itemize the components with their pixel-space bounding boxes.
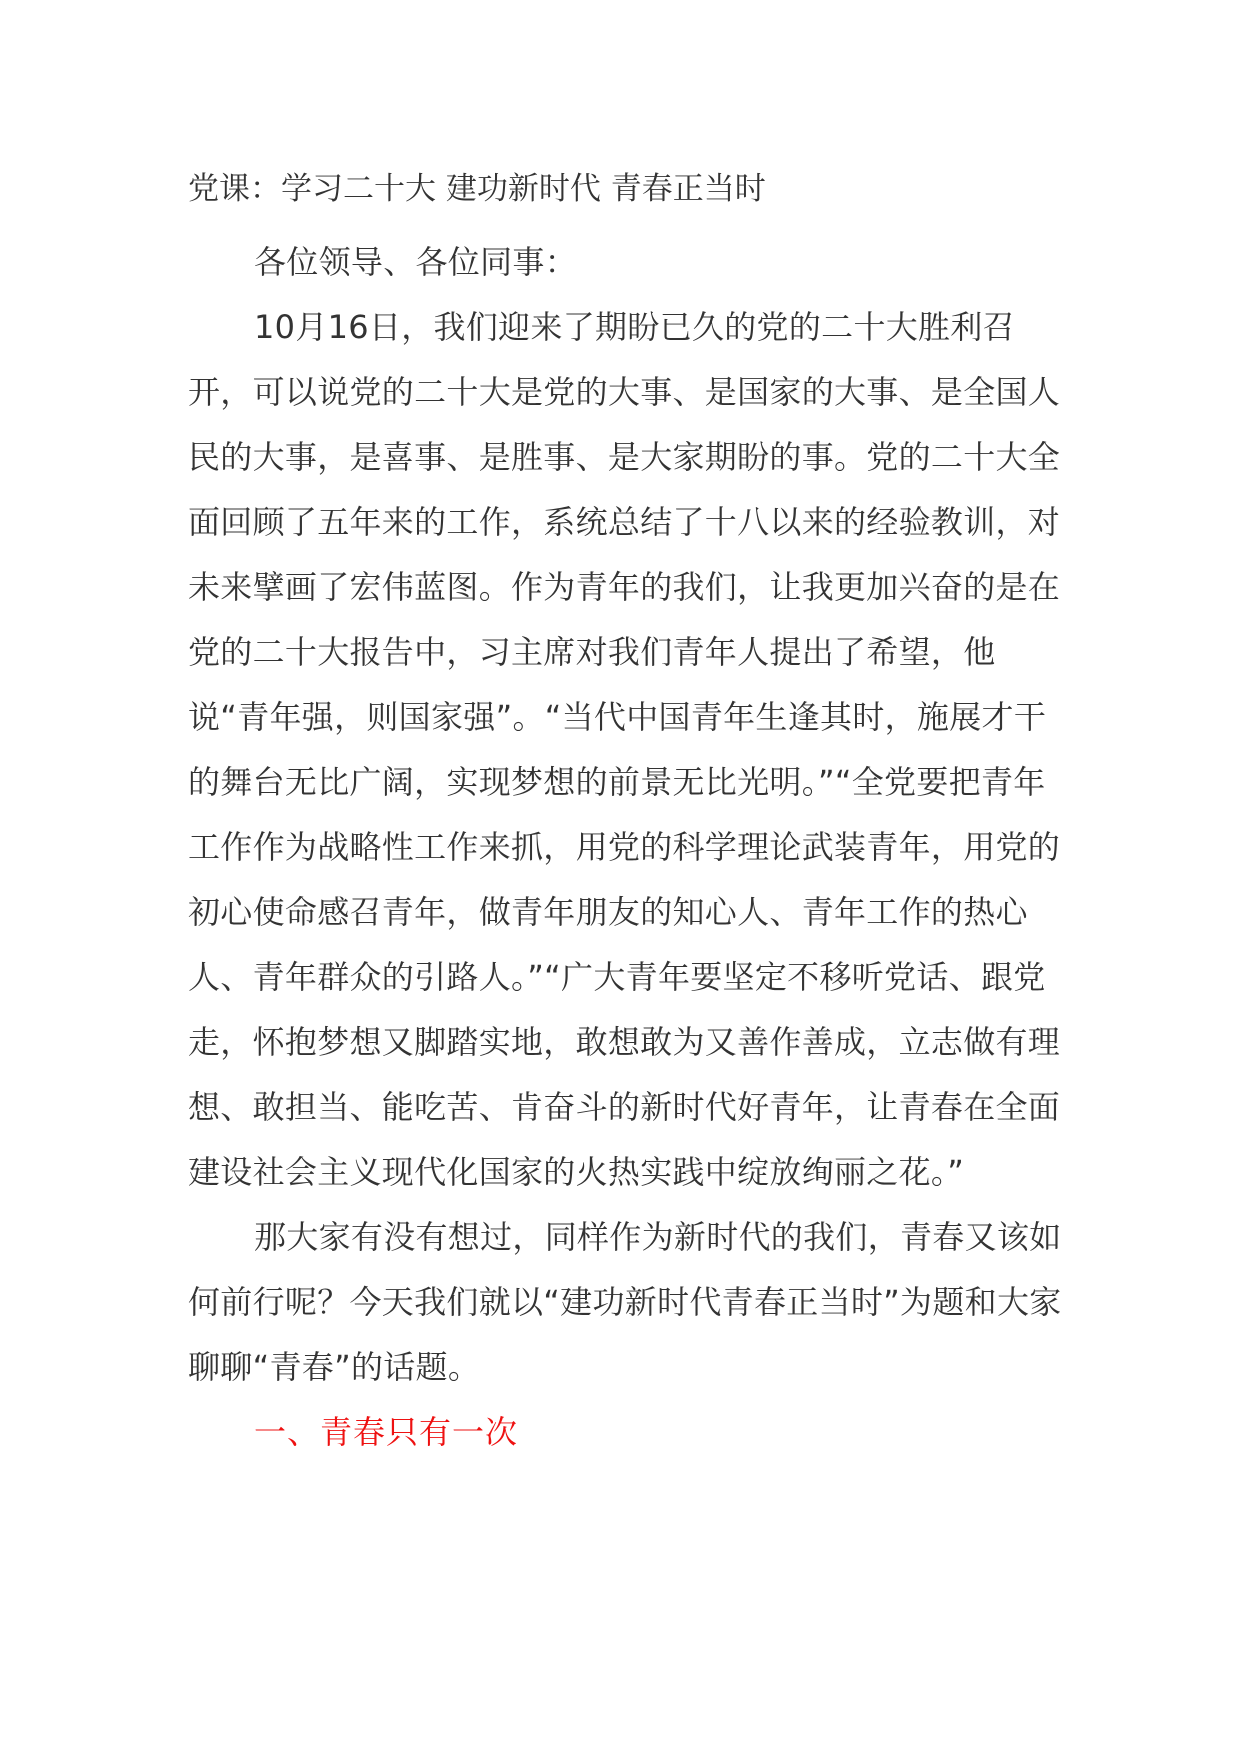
document-page bbox=[188, 168, 1068, 1465]
section-heading: 一、青春只有一次 bbox=[254, 1413, 519, 1451]
body-paragraph-2: 那大家有没有想过，同样作为新时代的我们，青春又该如何前行呢？今天我们就以“建功新时代青春正当时”为题和大家聊聊“青春”的话题。 bbox=[188, 1218, 1062, 1386]
salutation: 各位领导、各位同事： bbox=[254, 243, 578, 281]
document-title: 党课：学习二十大 建功新时代 青春正当时 bbox=[188, 171, 766, 207]
body-paragraph-1: 10月16日，我们迎来了期盼已久的党的二十大胜利召开，可以说党的二十大是党的大事、是国家的大事、是全国人民的大事，是喜事、是胜事、是大家期盼的事。党的二十大全面回顾了五年来的工作，系统总结了十八以来的经验教训，对未来擘画了宏伟蓝图。作为青年的我们，让我更加兴奋的是在党的二十大报告中，习主席对我们青年人提出了希望，他说“青年强，则国家强”。“当代中国青年生逢其时，施展才干的舞台无比广阔，实现梦想的前景无比光明。”“全党要把青年工作作为战略性工作来抓，用党的科学理论武装青年，用党的初心使命感召青年，做青年朋友的知心人、青年工作的热心人、青年群众的引路人。”“广大青年要坚定不移听党话、跟党走，怀抱梦想又脚踏实地，敢想敢为又善作善成，立志做有理想、敢担当、能吃苦、肯奋斗的新时代好青年，让青春在全面建设社会主义现代化国家的火热实践中绽放绚丽之花。” bbox=[188, 308, 1061, 1191]
